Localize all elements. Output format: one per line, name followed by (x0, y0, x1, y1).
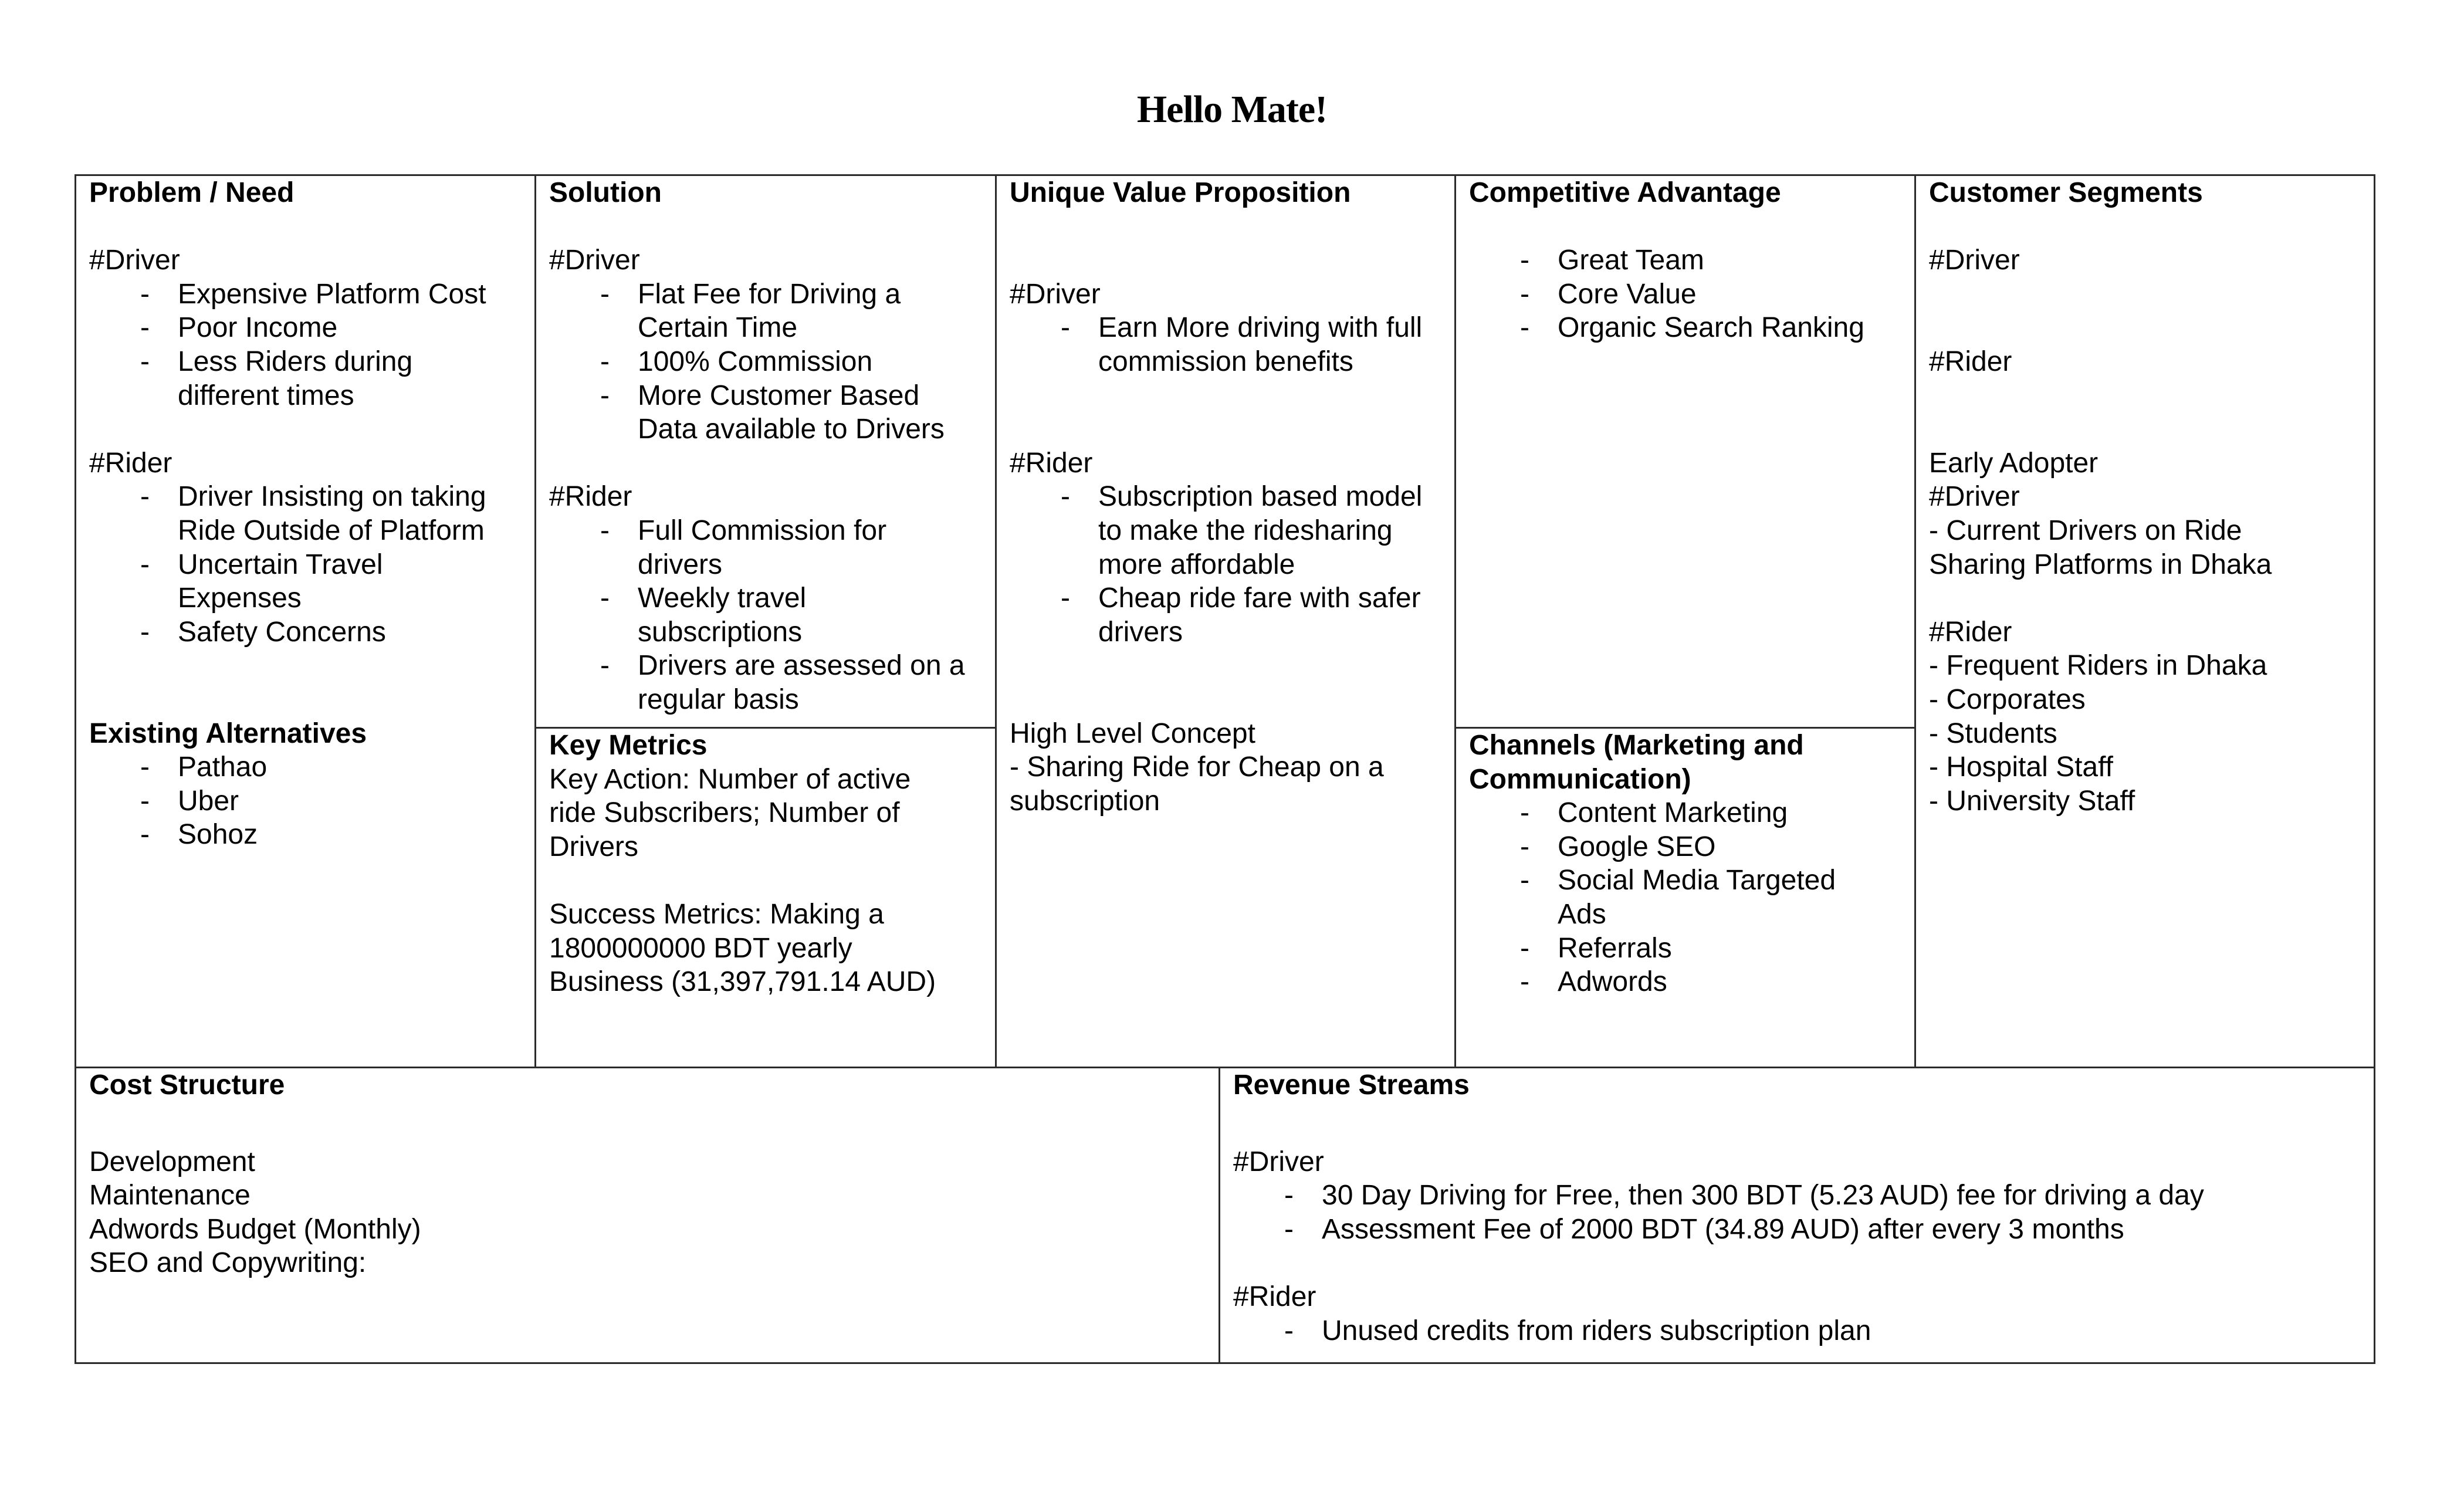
blank-line (1010, 649, 1451, 683)
bullet-text: Content Marketing (1558, 797, 1788, 829)
bullet-item (1010, 581, 1451, 615)
blank-line (1929, 412, 2370, 446)
bullet-continuation: more affordable (1098, 549, 1295, 580)
cell-revenue-streams (1219, 1067, 2375, 1364)
cell-problem (75, 174, 536, 1068)
bullet-continuation: Certain Time (638, 312, 798, 344)
text-line: Key Action: Number of active (549, 763, 911, 795)
cell-competitive-advantage (1454, 174, 1916, 729)
bullet-item (1010, 311, 1451, 345)
dash-bullet-icon: - (140, 481, 150, 513)
document-title: Hello Mate! (1136, 88, 1328, 131)
dash-bullet-icon: - (600, 583, 610, 614)
dash-bullet-icon: - (140, 346, 150, 377)
dash-bullet-icon: - (140, 549, 150, 580)
bullet-text: Referrals (1558, 932, 1672, 964)
blank-line (89, 649, 531, 683)
text-line: Early Adopter (1929, 447, 2099, 479)
blank-line (89, 210, 531, 244)
bullet-item (1233, 1314, 2370, 1348)
bullet-item (89, 750, 531, 784)
dash-bullet-icon: - (1520, 245, 1529, 276)
text-line: #Driver (1929, 245, 2020, 276)
cell-cost-structure-content (89, 1068, 1215, 1280)
bullet-item (549, 277, 991, 312)
spacer (89, 1102, 1215, 1145)
cell-channels (1454, 727, 1916, 1068)
bullet-item (1469, 311, 1911, 345)
cell-key-metrics (534, 727, 997, 1068)
blank-line (1929, 210, 2370, 244)
bullet-item (89, 277, 531, 312)
dash-bullet-icon: - (1284, 1180, 1294, 1211)
blank-line (1929, 581, 2370, 615)
bullet-item (549, 379, 991, 413)
bullet-text: Great Team (1558, 245, 1704, 276)
bullet-continuation: Expenses (178, 583, 302, 614)
dash-bullet-icon: - (140, 819, 150, 851)
bullet-continuation: drivers (638, 549, 723, 580)
text-line: #Rider (1929, 346, 2012, 377)
bullet-text: Less Riders during (178, 346, 413, 377)
bullet-text: Social Media Targeted (1558, 865, 1836, 896)
bullet-text: Full Commission for (638, 515, 887, 546)
bullet-item (549, 649, 991, 683)
bullet-item (89, 818, 531, 852)
blank-line (89, 683, 531, 717)
cell-solution (534, 174, 997, 729)
blank-line (549, 446, 991, 480)
text-line: Sharing Platforms in Dhaka (1929, 549, 2272, 580)
text-line: #Rider (549, 481, 632, 513)
bullet-item (1469, 864, 1911, 898)
dash-bullet-icon: - (1061, 583, 1070, 614)
text-line: Maintenance (89, 1180, 251, 1211)
text-line: #Driver (549, 245, 640, 276)
bullet-text: Drivers are assessed on a (638, 650, 965, 682)
text-line: #Driver (1233, 1146, 1324, 1177)
cell-problem-content (89, 176, 531, 852)
dash-bullet-icon: - (1520, 312, 1529, 344)
section-heading: Cost Structure (89, 1069, 285, 1101)
dash-bullet-icon: - (1284, 1213, 1294, 1245)
section-heading: Revenue Streams (1233, 1069, 1470, 1101)
dash-bullet-icon: - (1520, 831, 1529, 862)
bullet-item (1233, 1213, 2370, 1247)
dash-bullet-icon: - (140, 752, 150, 783)
dash-bullet-icon: - (600, 515, 610, 546)
dash-bullet-icon: - (600, 650, 610, 682)
cell-key-metrics-content (549, 729, 991, 999)
dash-bullet-icon: - (140, 278, 150, 310)
text-line: - Current Drivers on Ride (1929, 515, 2242, 546)
bullet-text: Expensive Platform Cost (178, 278, 486, 310)
blank-line (1929, 277, 2370, 312)
text-line: Adwords Budget (Monthly) (89, 1213, 421, 1245)
bullet-text: Subscription based model (1098, 481, 1423, 513)
text-line: #Driver (1010, 278, 1101, 310)
bullet-continuation: regular basis (638, 683, 799, 715)
blank-line (1469, 210, 1911, 244)
text-line: Development (89, 1146, 255, 1177)
blank-line (1010, 243, 1451, 277)
dash-bullet-icon: - (1061, 481, 1070, 513)
bullet-item (89, 480, 531, 514)
dash-bullet-icon: - (600, 346, 610, 377)
bullet-text: Uber (178, 785, 239, 817)
dash-bullet-icon: - (600, 380, 610, 411)
section-heading: Unique Value Proposition (1010, 177, 1351, 208)
bullet-item (1233, 1179, 2370, 1213)
cell-customer-segments (1914, 174, 2375, 1068)
cell-channels-content (1469, 729, 1911, 999)
bullet-item (1469, 965, 1911, 999)
bullet-continuation: commission benefits (1098, 346, 1353, 377)
bullet-item (549, 581, 991, 615)
section-heading: Channels (Marketing and (1469, 730, 1804, 761)
text-line: subscription (1010, 785, 1160, 817)
bullet-item (1469, 796, 1911, 830)
text-line: ride Subscribers; Number of (549, 797, 900, 829)
bullet-text: More Customer Based (638, 380, 920, 411)
text-line: Business (31,397,791.14 AUD) (549, 966, 936, 998)
dash-bullet-icon: - (1061, 312, 1070, 344)
dash-bullet-icon: - (1520, 278, 1529, 310)
cell-cost-structure (75, 1067, 1220, 1364)
bullet-item (89, 548, 531, 582)
dash-bullet-icon: - (1520, 966, 1529, 998)
text-line: - Students (1929, 717, 2057, 749)
bullet-text: Driver Insisting on taking (178, 481, 486, 513)
cell-competitive-advantage-content (1469, 176, 1911, 345)
section-heading: Solution (549, 177, 662, 208)
dash-bullet-icon: - (1520, 932, 1529, 964)
text-line: - Corporates (1929, 683, 2086, 715)
text-line: SEO and Copywriting: (89, 1247, 367, 1279)
bullet-text: Earn More driving with full (1098, 312, 1423, 344)
text-line: #Driver (89, 245, 180, 276)
dash-bullet-icon: - (140, 312, 150, 344)
blank-line (1010, 412, 1451, 446)
dash-bullet-icon: - (140, 785, 150, 817)
bullet-text: Assessment Fee of 2000 BDT (34.89 AUD) after every 3 months (1322, 1213, 2124, 1245)
text-line: - Hospital Staff (1929, 752, 2113, 783)
bullet-text: Organic Search Ranking (1558, 312, 1864, 344)
bullet-item (1010, 480, 1451, 514)
dash-bullet-icon: - (140, 616, 150, 648)
bullet-text: Adwords (1558, 966, 1667, 998)
bullet-text: Google SEO (1558, 831, 1716, 862)
text-line: #Rider (1233, 1281, 1316, 1312)
text-line: - Sharing Ride for Cheap on a (1010, 752, 1384, 783)
section-heading: Customer Segments (1929, 177, 2203, 208)
bullet-item (1469, 932, 1911, 966)
text-line: Drivers (549, 831, 638, 862)
blank-line (89, 412, 531, 446)
bullet-text: Sohoz (178, 819, 258, 851)
bullet-text: Pathao (178, 752, 268, 783)
bullet-item (549, 514, 991, 548)
bullet-text: Core Value (1558, 278, 1697, 310)
bullet-text: Poor Income (178, 312, 338, 344)
dash-bullet-icon: - (1284, 1315, 1294, 1346)
bullet-text: Flat Fee for Driving a (638, 278, 901, 310)
bullet-item (1469, 830, 1911, 864)
bullet-item (549, 345, 991, 379)
cell-solution-content (549, 176, 991, 717)
bullet-text: Unused credits from riders subscription plan (1322, 1315, 1871, 1346)
text-line: High Level Concept (1010, 717, 1255, 749)
bullet-text: Cheap ride fare with safer (1098, 583, 1421, 614)
blank-line (549, 864, 991, 898)
bullet-text: 30 Day Driving for Free, then 300 BDT (5.23 AUD) fee for driving a day (1322, 1180, 2204, 1211)
text-line: #Rider (1010, 447, 1093, 479)
section-heading: Competitive Advantage (1469, 177, 1781, 208)
bullet-item (89, 345, 531, 379)
cell-customer-segments-content (1929, 176, 2370, 818)
bullet-continuation: to make the ridesharing (1098, 515, 1393, 546)
spacer (1233, 1102, 2370, 1145)
cell-unique-value-proposition (995, 174, 1456, 1068)
blank-line (1233, 1246, 2370, 1280)
bullet-continuation: different times (178, 380, 354, 411)
cell-uvp-content (1010, 176, 1451, 818)
blank-line (1010, 379, 1451, 413)
text-line: #Rider (1929, 616, 2012, 648)
bullet-item (89, 615, 531, 649)
bullet-text: Safety Concerns (178, 616, 386, 648)
blank-line (549, 210, 991, 244)
bullet-item (89, 784, 531, 818)
bullet-continuation: Ride Outside of Platform (178, 515, 485, 546)
dash-bullet-icon: - (1520, 797, 1529, 829)
dash-bullet-icon: - (1520, 865, 1529, 896)
bullet-text: 100% Commission (638, 346, 873, 377)
section-heading: Problem / Need (89, 177, 295, 208)
bullet-text: Weekly travel (638, 583, 807, 614)
section-heading: Communication) (1469, 763, 1691, 795)
bullet-item (1469, 277, 1911, 312)
section-heading: Existing Alternatives (89, 717, 367, 749)
dash-bullet-icon: - (600, 278, 610, 310)
text-line: - Frequent Riders in Dhaka (1929, 650, 2267, 682)
blank-line (1010, 683, 1451, 717)
text-line: 1800000000 BDT yearly (549, 932, 852, 964)
bullet-continuation: Data available to Drivers (638, 414, 945, 445)
bullet-item (1469, 243, 1911, 277)
section-heading: Key Metrics (549, 730, 708, 761)
text-line: #Driver (1929, 481, 2020, 513)
blank-line (1929, 311, 2370, 345)
bullet-continuation: Ads (1558, 898, 1606, 930)
bullet-continuation: subscriptions (638, 616, 803, 648)
bullet-item (89, 311, 531, 345)
blank-line (1010, 210, 1451, 244)
blank-line (1929, 379, 2370, 413)
text-line: - University Staff (1929, 785, 2135, 817)
text-line: Success Metrics: Making a (549, 898, 884, 930)
cell-revenue-streams-content (1233, 1068, 2370, 1348)
bullet-text: Uncertain Travel (178, 549, 383, 580)
bullet-continuation: drivers (1098, 616, 1183, 648)
text-line: #Rider (89, 447, 172, 479)
